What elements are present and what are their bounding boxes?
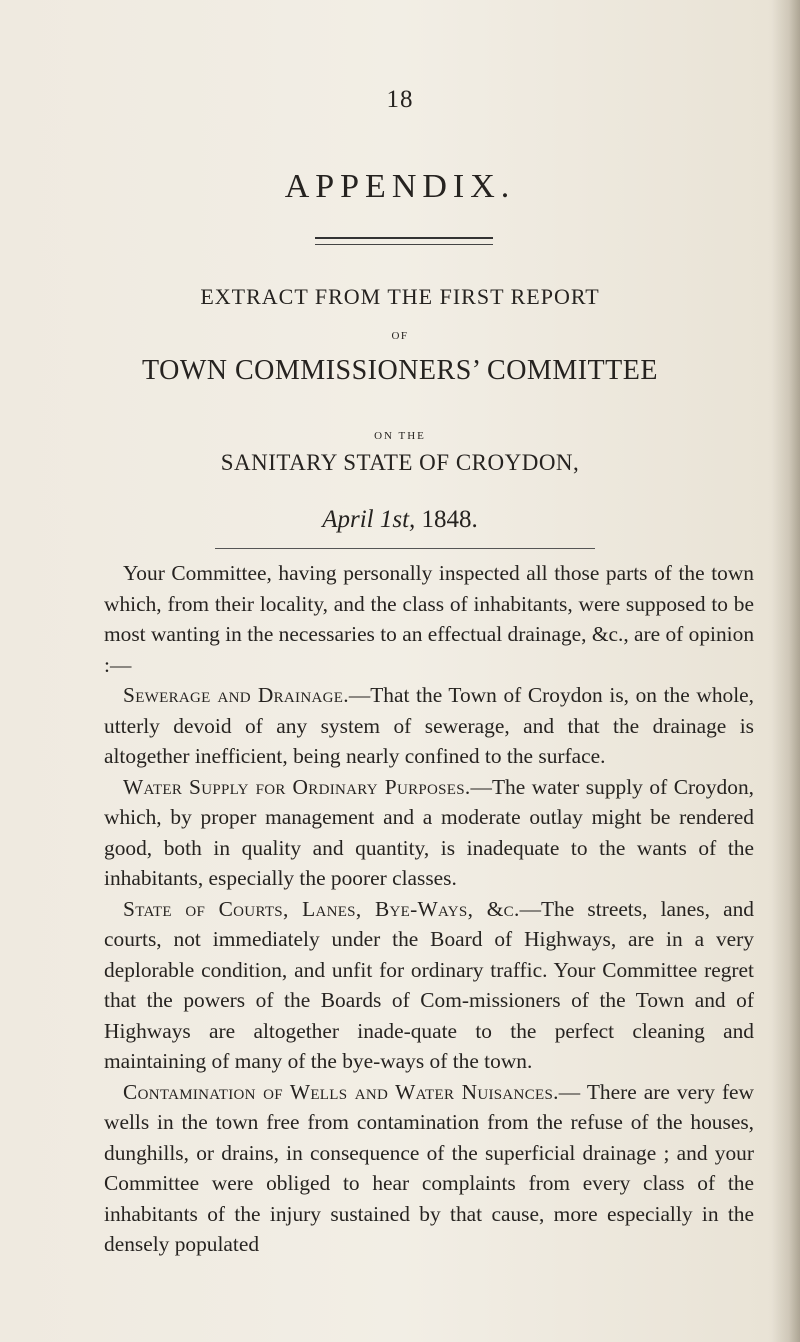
of-label: OF [391,330,409,342]
paragraph [104,1077,754,1260]
date-month: April [322,506,374,533]
paragraph-text: —The water supply of Croydon, which, by proper management and a moderate outlay might be rendered good, both in quality and quantity, is inadequate to the wants of the inhabitants, especially the poorer classes. [104,774,754,890]
committee-heading: TOWN COMMISSIONERS’ COMMITTEE [142,355,658,386]
section-heading: State of Courts, Lanes, Bye-Ways, &c. [123,896,520,921]
date-year: 1848. [421,506,478,533]
double-rule-divider [315,237,493,245]
section-heading: Sewerage and Drainage. [123,683,349,707]
paragraph-text: Your Committee, having personally inspected all those parts of the town which, from their locality, and the class of inhabitants, were supposed to be most wanting in the necessaries to an effectual drainage, &c., are of opinion :— [104,561,755,677]
paragraph [104,680,754,772]
section-heading: Contamination of Wells and Water Nuisances. [123,1079,559,1104]
paragraph [104,558,754,680]
single-rule-divider [215,548,595,549]
subject-heading: SANITARY STATE OF CROYDON, [220,450,580,475]
on-the-label: ON THE [374,430,426,442]
report-date [0,506,800,534]
paragraph-text: —That the Town of Croydon is, on the whole, utterly devoid of any system of sewerage, and that the drainage is altogether inefficient, being nearly confined to the surface. [104,683,754,768]
paragraph [104,772,754,894]
appendix-title: APPENDIX. [284,168,516,205]
page-number: 18 [386,86,414,113]
paragraph [104,894,754,1077]
paragraph-text: — There are very few wells in the town free from contamination from the refuse of the houses, dunghills, or drains, in consequence of the superficial drainage ; and your Committee were obliged to hear complaints from every class of the inhabitants of the injury sustained by that cause, more especially in the densely populated [104,1079,755,1256]
date-day: 1st, [379,506,416,533]
extract-heading: EXTRACT FROM THE FIRST REPORT [200,284,600,309]
paragraph-text: —The streets, lanes, and courts, not immediately under the Board of Highways, are in a very deplorable condition, and unfit for ordinary traffic. Your Committee regret that the powers of the Boards of Com-missioners of the Town and of Highways are altogether inade-quate to the perfect cleaning and maintaining of many of the bye-ways of the town. [104,896,754,1073]
report-body [104,558,754,1260]
section-heading: Water Supply for Ordinary Purposes. [123,774,471,799]
